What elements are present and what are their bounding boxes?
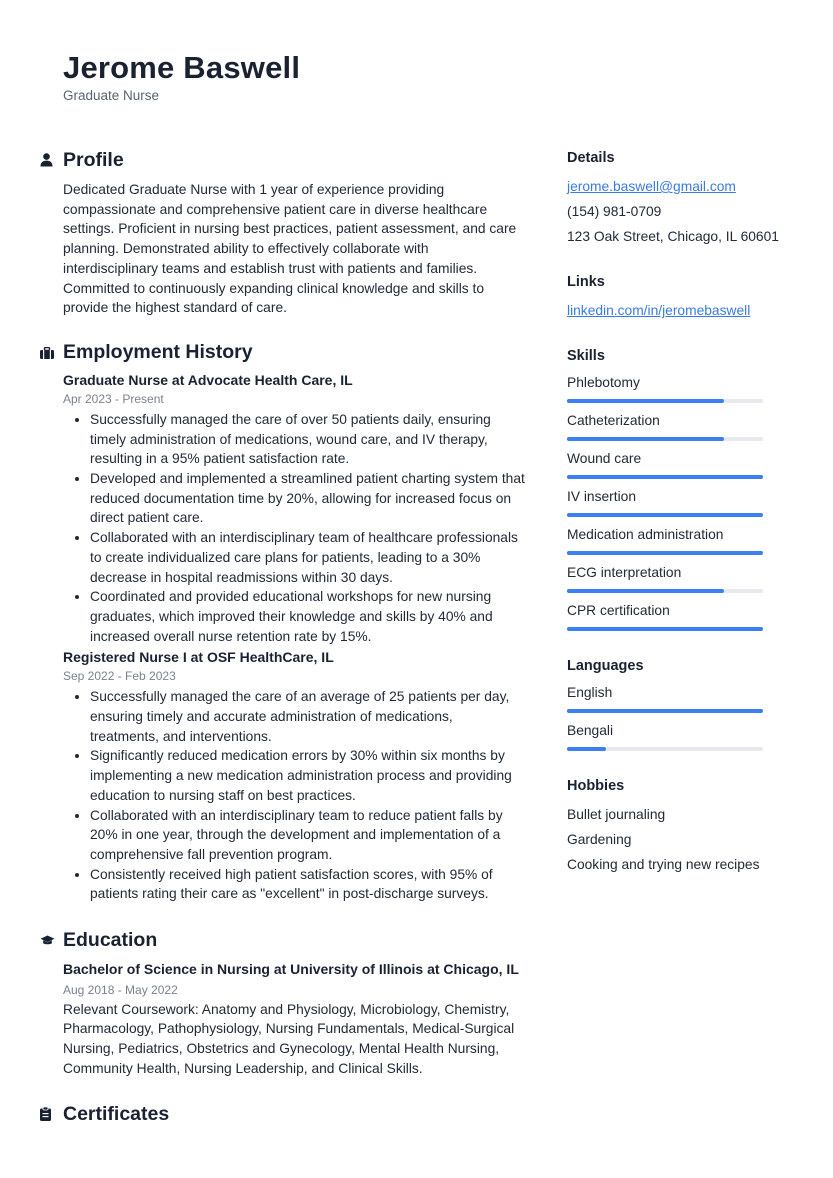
phone-number: (154) 981-0709 bbox=[567, 204, 662, 219]
skill-level-bar bbox=[567, 475, 763, 479]
side-column bbox=[567, 146, 779, 877]
clipboard-icon bbox=[40, 1107, 63, 1121]
language-level-fill bbox=[567, 747, 606, 751]
skill-level-fill bbox=[567, 399, 724, 403]
hobby-item: Cooking and trying new recipes bbox=[567, 857, 760, 872]
skill-level-bar bbox=[567, 399, 763, 403]
skill-level-bar bbox=[567, 627, 763, 631]
job-entry-title: Graduate Nurse at Advocate Health Care, IL bbox=[63, 371, 353, 388]
job-entry bbox=[40, 647, 525, 904]
skill-item bbox=[567, 411, 767, 449]
skill-label: Catheterization bbox=[567, 413, 660, 428]
skill-item bbox=[567, 487, 767, 525]
details-heading: Details bbox=[567, 150, 615, 166]
job-entry bbox=[40, 370, 525, 646]
skill-level-fill bbox=[567, 513, 763, 517]
languages-heading: Languages bbox=[567, 658, 644, 674]
user-icon bbox=[40, 153, 63, 167]
address: 123 Oak Street, Chicago, IL 60601 bbox=[567, 229, 779, 244]
language-level-bar bbox=[567, 747, 763, 751]
language-level-bar bbox=[567, 709, 763, 713]
skill-level-bar bbox=[567, 551, 763, 555]
languages-section bbox=[567, 654, 767, 759]
skill-level-fill bbox=[567, 589, 724, 593]
certificates-heading: Certificates bbox=[63, 1102, 170, 1125]
skill-level-fill bbox=[567, 437, 724, 441]
profile-text: Dedicated Graduate Nurse with 1 year of experience providing compassionate and comprehensive patient care in diverse healthcare settings. Proficient in nursing best practices, patient assessment, and care planning. Demonstrated ability to effectively collaborate with interdisciplinary teams and establish trust with patients and families. Committed to continuously expanding clinical knowledge and skills to provide the highest standard of care. bbox=[63, 182, 517, 316]
skill-label: Phlebotomy bbox=[567, 375, 640, 390]
job-entry-dates: Sep 2022 - Feb 2023 bbox=[63, 669, 176, 684]
skill-level-fill bbox=[567, 551, 763, 555]
profile-section bbox=[40, 146, 525, 318]
skill-label: IV insertion bbox=[567, 489, 637, 504]
skill-label: ECG interpretation bbox=[567, 565, 682, 580]
education-dates: Aug 2018 - May 2022 bbox=[63, 982, 178, 997]
skill-item bbox=[567, 373, 767, 411]
main-column bbox=[40, 146, 525, 1128]
skills-section bbox=[567, 344, 767, 639]
hobby-item: Gardening bbox=[567, 832, 632, 847]
skill-label: CPR certification bbox=[567, 603, 670, 618]
job-entry-title: Registered Nurse I at OSF HealthCare, IL bbox=[63, 649, 334, 666]
skill-item bbox=[567, 563, 767, 601]
briefcase-icon bbox=[40, 347, 63, 359]
job-entry-bullets bbox=[63, 410, 525, 646]
job-bullet: • Developed and implemented a streamlined patient charting system that reduced documentation time by 20%, allowing for increased focus on direct patient care. bbox=[90, 469, 525, 528]
language-label: Bengali bbox=[567, 723, 614, 738]
job-bullet: • Consistently received high patient satisfaction scores, with 95% of patients rating their care as "excellent" in post-discharge surveys. bbox=[90, 865, 525, 904]
graduation-cap-icon bbox=[40, 935, 63, 946]
skill-item bbox=[567, 525, 767, 563]
hobbies-heading: Hobbies bbox=[567, 778, 625, 794]
skill-level-bar bbox=[567, 513, 763, 517]
job-bullet: • Successfully managed the care of over 50 patients daily, ensuring timely administration of medications, wound care, and IV therapy, resulting in a 95% patient satisfaction rate. bbox=[90, 410, 525, 469]
job-bullet: • Collaborated with an interdisciplinary team of healthcare professionals to create individualized care plans for patients, leading to a 30% decrease in hospital readmissions within 30 days. bbox=[90, 528, 525, 587]
language-level-fill bbox=[567, 709, 763, 713]
education-section bbox=[40, 926, 525, 1078]
candidate-name: Jerome Baswell bbox=[63, 50, 301, 85]
language-item bbox=[567, 683, 767, 721]
education-heading: Education bbox=[63, 928, 158, 951]
email-link[interactable]: jerome.baswell@gmail.com bbox=[567, 179, 736, 194]
linkedin-link[interactable]: linkedin.com/in/jeromebaswell bbox=[567, 303, 751, 318]
hobby-item: Bullet journaling bbox=[567, 807, 666, 822]
skill-item bbox=[567, 449, 767, 487]
hobbies-section bbox=[567, 774, 767, 877]
certificates-section bbox=[40, 1100, 525, 1128]
languages-list bbox=[567, 683, 767, 759]
skill-level-fill bbox=[567, 475, 763, 479]
employment-heading: Employment History bbox=[63, 341, 253, 364]
language-item bbox=[567, 721, 767, 759]
skill-item bbox=[567, 601, 767, 639]
education-degree: Bachelor of Science in Nursing at University of Illinois at Chicago, IL bbox=[63, 961, 519, 978]
skill-label: Wound care bbox=[567, 451, 642, 466]
links-heading: Links bbox=[567, 274, 605, 290]
language-label: English bbox=[567, 685, 613, 700]
links-section bbox=[567, 270, 767, 323]
job-bullet: • Collaborated with an interdisciplinary team to reduce patient falls by 20% in one year, through the development and implementation of a comprehensive fall prevention program. bbox=[90, 806, 525, 865]
employment-section bbox=[40, 339, 525, 904]
skills-heading: Skills bbox=[567, 348, 605, 364]
hobbies-list bbox=[567, 802, 767, 877]
details-section bbox=[567, 146, 779, 249]
job-bullet: • Successfully managed the care of an average of 25 patients per day, ensuring timely and accurate administration of medications, treatments, and interventions. bbox=[90, 687, 525, 746]
job-bullet: • Coordinated and provided educational workshops for new nursing graduates, which improved their knowledge and skills by 40% and increased overall nurse retention rate by 15%. bbox=[90, 587, 525, 646]
job-entry-dates: Apr 2023 - Present bbox=[63, 391, 164, 406]
job-title: Graduate Nurse bbox=[63, 88, 160, 103]
profile-heading: Profile bbox=[63, 148, 124, 171]
skill-label: Medication administration bbox=[567, 527, 724, 542]
skill-level-fill bbox=[567, 627, 763, 631]
skill-level-bar bbox=[567, 589, 763, 593]
skills-list bbox=[567, 373, 767, 639]
job-bullet: • Significantly reduced medication errors by 30% within six months by implementing a new medication administration process and providing education to nursing staff on best practices. bbox=[90, 746, 525, 805]
education-coursework: Relevant Coursework: Anatomy and Physiology, Microbiology, Chemistry, Pharmacology, Pathophysiology, Nursing Fundamentals, Medical-Surgical Nursing, Pediatrics, Obstetrics and Gynecology, Mental Health Nursing, Community Health, Nursing Leadership, and Clinical Skills. bbox=[63, 1001, 515, 1076]
job-entry-bullets bbox=[63, 687, 525, 904]
skill-level-bar bbox=[567, 437, 763, 441]
